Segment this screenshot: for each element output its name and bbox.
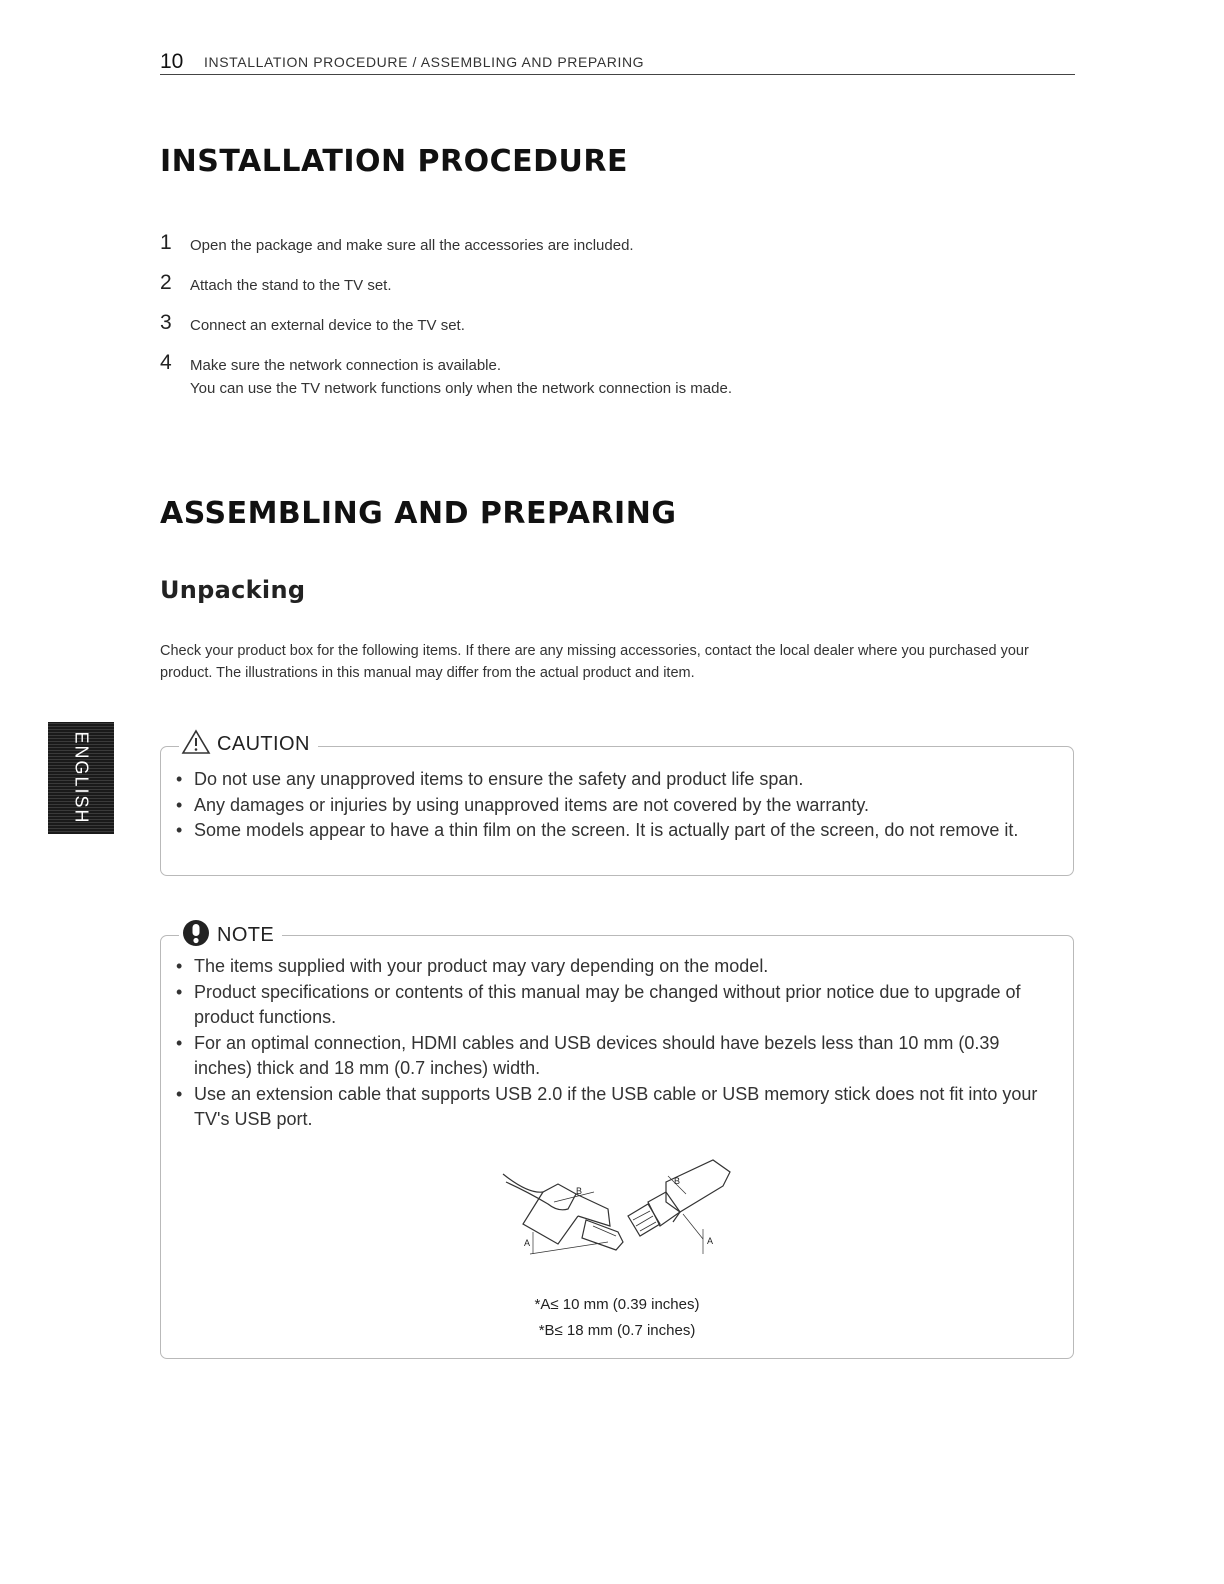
- step-text: Attach the stand to the TV set.: [190, 277, 392, 294]
- note-item: [173, 1082, 1053, 1133]
- unpacking-intro: Check your product box for the following items. If there are any missing accessories, contact the local dealer where you purchased your product. The illustrations in this manual may differ from the actual product and item.: [160, 643, 1029, 681]
- note-item-text: Product specifications or contents of this manual may be changed without prior notice due to upgrade of product functions.: [194, 981, 1021, 1027]
- caution-item-text: Any damages or injuries by using unapproved items are not covered by the warranty.: [194, 794, 870, 815]
- note-item-text: The items supplied with your product may vary depending on the model.: [194, 956, 769, 976]
- caution-item: [173, 767, 1053, 793]
- note-header: [179, 918, 282, 953]
- step-subtext: You can use the TV network functions only when the network connection is made.: [190, 380, 732, 397]
- step-number: 2: [160, 271, 172, 294]
- note-item: [173, 1031, 1053, 1082]
- installation-steps: [160, 231, 1060, 417]
- unpacking-heading: Unpacking: [160, 576, 306, 604]
- bullet-icon: •: [176, 820, 183, 840]
- dimension-limits: [161, 1292, 1073, 1344]
- caution-box: [160, 733, 1074, 876]
- step-number: 1: [160, 231, 172, 254]
- language-label: ENGLISH: [71, 731, 92, 825]
- note-title: NOTE: [217, 924, 275, 946]
- note-item-text: For an optimal connection, HDMI cables and USB devices should have bezels less than 10 mm (0.39 inches) thick and 18 mm (0.7 inches) width.: [194, 1032, 1000, 1078]
- step-item: [160, 351, 1060, 400]
- step-item: [160, 231, 1060, 257]
- note-item: [173, 954, 1053, 980]
- dim-label-a: A: [524, 1238, 531, 1248]
- assembling-heading: ASSEMBLING AND PREPARING: [160, 496, 677, 531]
- caution-item: [173, 793, 1053, 819]
- limit-a: *A≤ 10 mm (0.39 inches): [534, 1296, 700, 1313]
- installation-heading: INSTALLATION PROCEDURE: [160, 144, 628, 179]
- warning-triangle-icon: [181, 729, 211, 760]
- step-item: [160, 311, 1060, 337]
- note-box: [160, 924, 1074, 1359]
- connector-diagram: [498, 1154, 738, 1266]
- note-item: [173, 980, 1053, 1031]
- step-number: 4: [160, 351, 172, 374]
- note-exclamation-icon: [181, 918, 211, 953]
- limit-b: *B≤ 18 mm (0.7 inches): [538, 1322, 696, 1339]
- caution-title: CAUTION: [217, 733, 310, 755]
- step-text: Open the package and make sure all the accessories are included.: [190, 237, 634, 254]
- bullet-icon: •: [176, 956, 183, 976]
- caution-list: [173, 767, 1053, 844]
- header-title: INSTALLATION PROCEDURE / ASSEMBLING AND PREPARING: [204, 54, 645, 70]
- page-number: 10: [160, 50, 184, 73]
- bullet-icon: •: [176, 1032, 183, 1053]
- step-item: [160, 271, 1060, 297]
- dim-label-a: A: [707, 1236, 714, 1246]
- dim-label-b: B: [674, 1176, 681, 1186]
- step-number: 3: [160, 311, 172, 334]
- caution-item-text: Do not use any unapproved items to ensure the safety and product life span.: [194, 769, 804, 789]
- page-header: [160, 48, 1075, 75]
- language-side-tab: [48, 722, 114, 834]
- bullet-icon: •: [176, 769, 183, 789]
- hdmi-usb-dimension-illustration: [498, 1154, 738, 1266]
- bullet-icon: •: [176, 1083, 183, 1104]
- bullet-icon: •: [176, 981, 183, 1002]
- caution-item-text: Some models appear to have a thin film on the screen. It is actually part of the screen, do not remove it.: [194, 820, 1019, 840]
- step-text: Make sure the network connection is available.: [190, 357, 502, 374]
- note-list: [173, 954, 1053, 1133]
- bullet-icon: •: [176, 794, 183, 815]
- dim-label-b: B: [576, 1186, 583, 1196]
- note-item-text: Use an extension cable that supports USB 2.0 if the USB cable or USB memory stick does not fit into your TV's USB port.: [194, 1083, 1038, 1129]
- caution-header: [179, 729, 318, 760]
- caution-item: [173, 818, 1053, 844]
- step-text: Connect an external device to the TV set.: [190, 317, 465, 334]
